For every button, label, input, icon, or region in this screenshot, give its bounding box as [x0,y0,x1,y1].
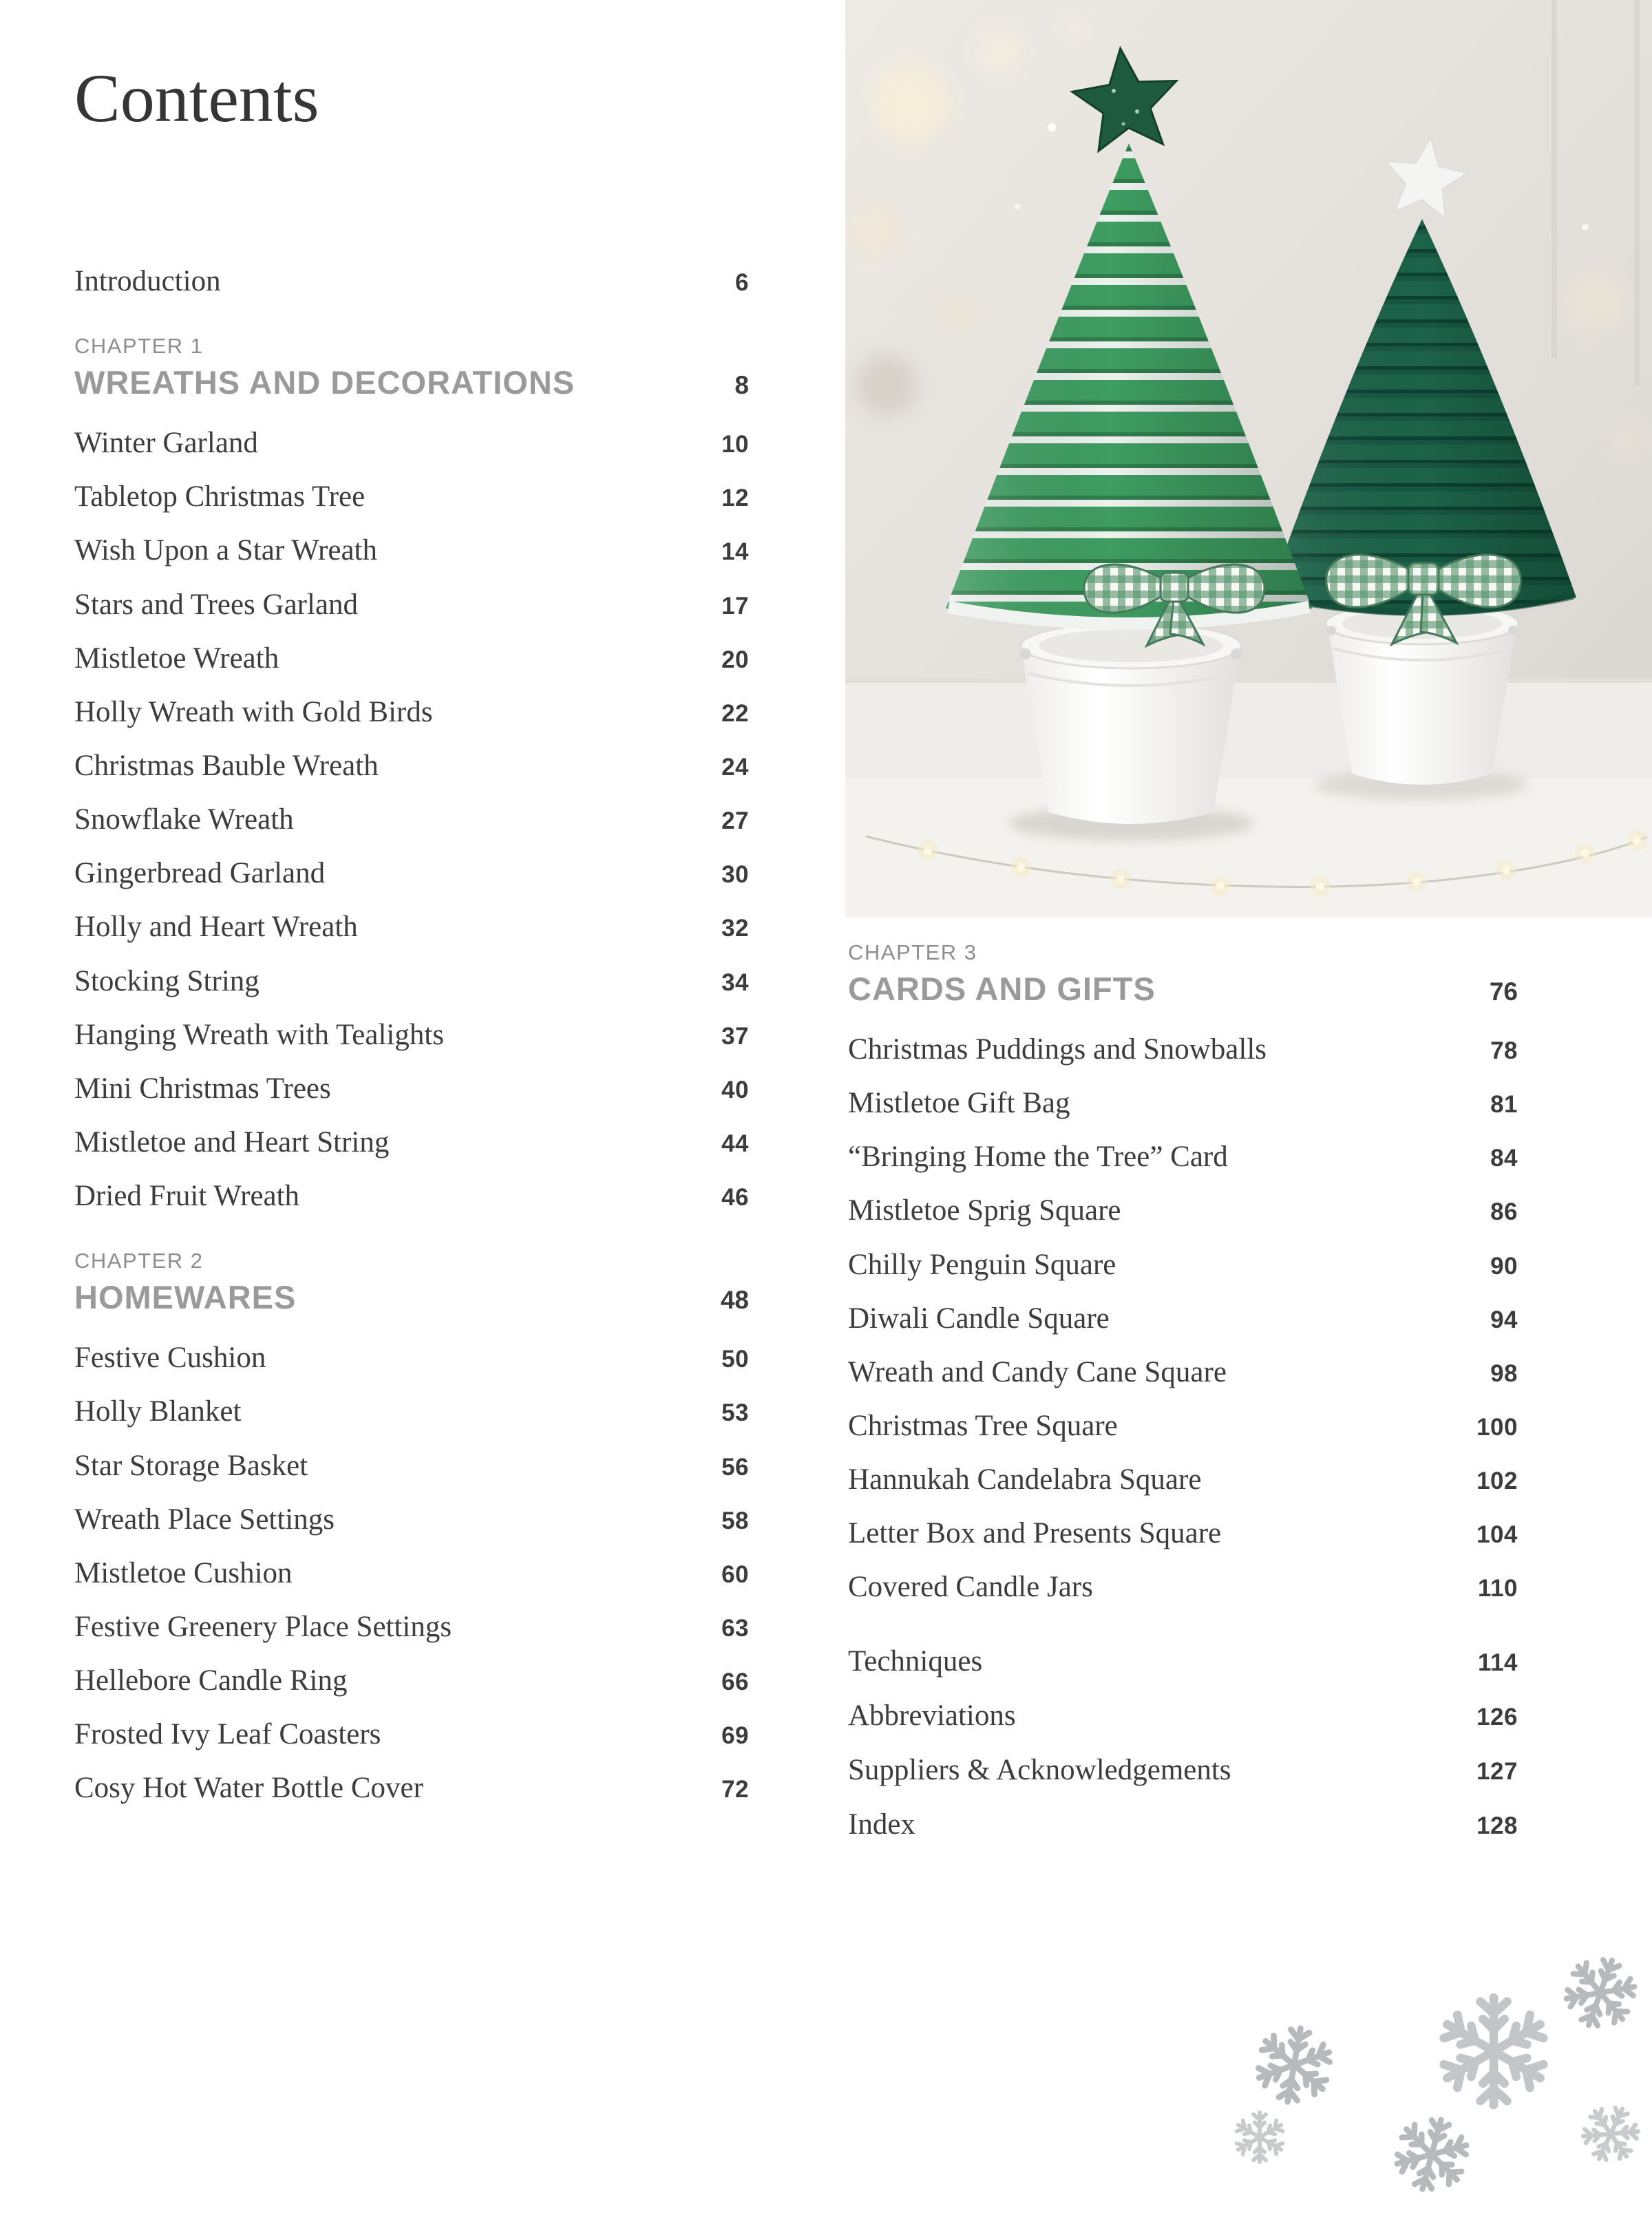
toc-entry [74,750,749,781]
chapter-title: CARDS AND GIFTS [848,971,1156,1007]
toc-entry-page-number: 44 [721,1130,749,1157]
toc-entry-label: “Bringing Home the Tree” Card [848,1141,1228,1174]
toc-entry-page-number: 46 [721,1184,749,1211]
toc-entry [74,697,749,728]
toc-entry [848,1088,1518,1119]
chapter-2-section [74,1250,749,1803]
toc-entry-label: Hannukah Candelabra Square [848,1463,1202,1496]
chapter-page-number: 48 [720,1286,749,1315]
toc-entry [848,1646,1518,1677]
toc-entry-page-number: 126 [1476,1703,1518,1730]
toc-entry [74,1073,749,1104]
toc-entry-page-number: 81 [1490,1091,1518,1119]
toc-entry [74,1504,749,1535]
toc-entry-page-number: 14 [721,538,749,566]
toc-entry-label: Mistletoe Cushion [74,1556,293,1589]
snowflake-icon [1574,2097,1647,2170]
toc-entry [74,1019,749,1050]
toc-entry-label: Christmas Puddings and Snowballs [848,1033,1267,1066]
toc-entry-page-number: 90 [1490,1252,1518,1280]
toc-entry-page-number: 104 [1476,1521,1518,1549]
toc-entry-page-number: 27 [721,807,749,835]
end-matter-list [848,1646,1518,1841]
toc-entry-page-number: 6 [735,269,749,296]
toc-entry [74,643,749,674]
toc-entry [848,1249,1518,1280]
left-column [74,61,749,1827]
chapter-1-section [74,335,749,1211]
toc-entry-page-number: 50 [721,1346,749,1373]
chapter-heading [74,1279,749,1316]
toc-entry-label: Christmas Bauble Wreath [74,749,379,782]
toc-entry [74,911,749,942]
toc-entry-page-number: 98 [1490,1359,1518,1387]
toc-entry-page-number: 58 [721,1507,749,1534]
toc-entry-page-number: 20 [721,646,749,673]
toc-entry-page-number: 34 [721,968,749,996]
toc-entry-page-number: 10 [721,431,749,458]
toc-entry [848,1410,1518,1441]
toc-entry-label: Festive Greenery Place Settings [74,1610,452,1643]
toc-entry-page-number: 94 [1490,1306,1518,1333]
toc-entry-label: Cosy Hot Water Bottle Cover [74,1772,423,1805]
toc-entry-label: Festive Cushion [74,1342,266,1375]
toc-entry [74,589,749,620]
toc-entry [848,1755,1518,1786]
toc-entry-page-number: 32 [721,915,749,942]
toc-entry-label: Gingerbread Garland [74,857,326,890]
toc-entry-label: Stars and Trees Garland [74,588,359,621]
toc-entry-page-number: 128 [1476,1812,1518,1839]
toc-entry [848,1357,1518,1388]
toc-entry-label: Wreath and Candy Cane Square [848,1355,1227,1388]
toc-entry [74,481,749,512]
toc-entry [74,427,749,458]
toc-entry-label: Stocking String [74,964,260,997]
toc-entry [74,1665,749,1696]
toc-entry-page-number: 22 [721,699,749,727]
toc-entry [74,1127,749,1158]
chapter-kicker: CHAPTER 2 [74,1249,204,1273]
chapter-heading [74,366,749,399]
toc-entry-label: Suppliers & Acknowledgements [848,1753,1231,1786]
toc-entry-page-number: 102 [1476,1468,1518,1495]
toc-entry [74,1450,749,1481]
toc-entry [74,966,749,997]
toc-entry-label: Wreath Place Settings [74,1503,335,1536]
toc-entry-page-number: 110 [1478,1575,1518,1602]
chapter-3-list [848,1034,1518,1603]
toc-entry-label: Hanging Wreath with Tealights [74,1018,445,1051]
toc-entry-page-number: 69 [721,1722,749,1750]
toc-entry [74,1719,749,1750]
toc-entry [848,1518,1518,1549]
toc-entry-label: Letter Box and Presents Square [848,1517,1222,1550]
chapter-title: WREATHS AND DECORATIONS [74,364,575,401]
toc-entry-label: Dried Fruit Wreath [74,1180,300,1213]
toc-entry-page-number: 37 [721,1022,749,1050]
toc-entry [848,1700,1518,1731]
snowflake-icon [1251,2022,1337,2108]
toc-entry [848,1303,1518,1334]
snowflake-icon [1388,2110,1475,2198]
toc-entry-label: Introduction [74,265,221,297]
toc-entry [848,1141,1518,1172]
christmas-trees-photo [845,0,1652,917]
toc-entry-page-number: 24 [721,753,749,781]
chapter-heading [848,973,1518,1005]
right-column [848,942,1518,1863]
toc-entry-page-number: 12 [721,485,749,512]
chapter-page-number: 8 [734,371,749,400]
toc-entry-page-number: 66 [721,1669,749,1696]
toc-entry [848,1809,1518,1840]
toc-entry-label: Winter Garland [74,427,258,460]
toc-entry-page-number: 63 [721,1614,749,1642]
toc-entry-page-number: 17 [721,592,749,620]
toc-entry [74,858,749,889]
toc-entry [848,1464,1518,1495]
toc-entry-page-number: 127 [1476,1757,1518,1785]
toc-entry [74,1558,749,1589]
toc-entry [74,1180,749,1211]
chapter-kicker: CHAPTER 3 [848,940,977,964]
page-title: Contents [74,60,319,136]
toc-entry-page-number: 40 [721,1076,749,1103]
toc-entry-label: Star Storage Basket [74,1449,308,1482]
toc-entry-page-number: 30 [721,861,749,889]
toc-entry-page-number: 78 [1490,1037,1518,1064]
toc-entry [74,535,749,566]
toc-entry-page-number: 72 [721,1776,749,1803]
toc-entry-label: Holly and Heart Wreath [74,911,358,944]
toc-entry-label: Mistletoe Wreath [74,642,279,675]
toc-entry-label: Covered Candle Jars [848,1571,1093,1604]
toc-entry [74,1342,749,1373]
toc-entry-label: Holly Wreath with Gold Birds [74,695,433,728]
chapter-kicker: CHAPTER 1 [74,334,204,359]
toc-entry-label: Mini Christmas Trees [74,1072,331,1105]
toc-entry-label: Wish Upon a Star Wreath [74,534,377,567]
toc-entry-label: Mistletoe and Heart String [74,1125,390,1158]
toc-entry-page-number: 114 [1478,1649,1518,1676]
toc-entry-label: Index [848,1808,915,1841]
chapter-title: HOMEWARES [74,1279,297,1316]
toc-entry [74,804,749,835]
chapter-3-section [848,942,1518,1603]
snowflake-icon [1441,1998,1547,2105]
toc-entry-label: Snowflake Wreath [74,803,294,836]
chapter-2-list [74,1342,749,1803]
toc-entry-label: Mistletoe Gift Bag [848,1087,1070,1120]
toc-entry-label: Mistletoe Sprig Square [848,1194,1121,1227]
chapter-1-list [74,427,749,1211]
toc-entry [74,1396,749,1427]
toc-entry-page-number: 100 [1476,1413,1518,1441]
toc-entry [848,1571,1518,1602]
toc-entry-page-number: 86 [1490,1198,1518,1226]
toc-entry [74,1611,749,1642]
toc-entry-label: Holly Blanket [74,1395,242,1428]
toc-entry [848,1195,1518,1226]
snowflake-decoration [1163,1934,1652,2210]
toc-entry-label: Tabletop Christmas Tree [74,480,366,513]
toc-entry-label: Abbreviations [848,1699,1016,1732]
snowflake-icon [1556,1949,1644,2037]
toc-entry-label: Techniques [848,1644,983,1677]
toc-entry-label: Frosted Ivy Leaf Coasters [74,1718,381,1751]
snowflake-icon [1235,2113,1284,2162]
toc-entry-page-number: 56 [721,1453,749,1481]
toc-entry-label: Christmas Tree Square [848,1409,1118,1442]
toc-entry-page-number: 53 [721,1399,749,1427]
toc-entry-label: Diwali Candle Square [848,1302,1110,1335]
toc-entry [74,1772,749,1803]
chapter-page-number: 76 [1489,977,1518,1006]
toc-entry-page-number: 60 [721,1560,749,1588]
toc-entry [848,1034,1518,1065]
toc-entry-introduction [74,266,749,297]
toc-entry-page-number: 84 [1490,1145,1518,1172]
toc-entry-label: Chilly Penguin Square [848,1248,1116,1281]
toc-entry-label: Hellebore Candle Ring [74,1664,348,1697]
